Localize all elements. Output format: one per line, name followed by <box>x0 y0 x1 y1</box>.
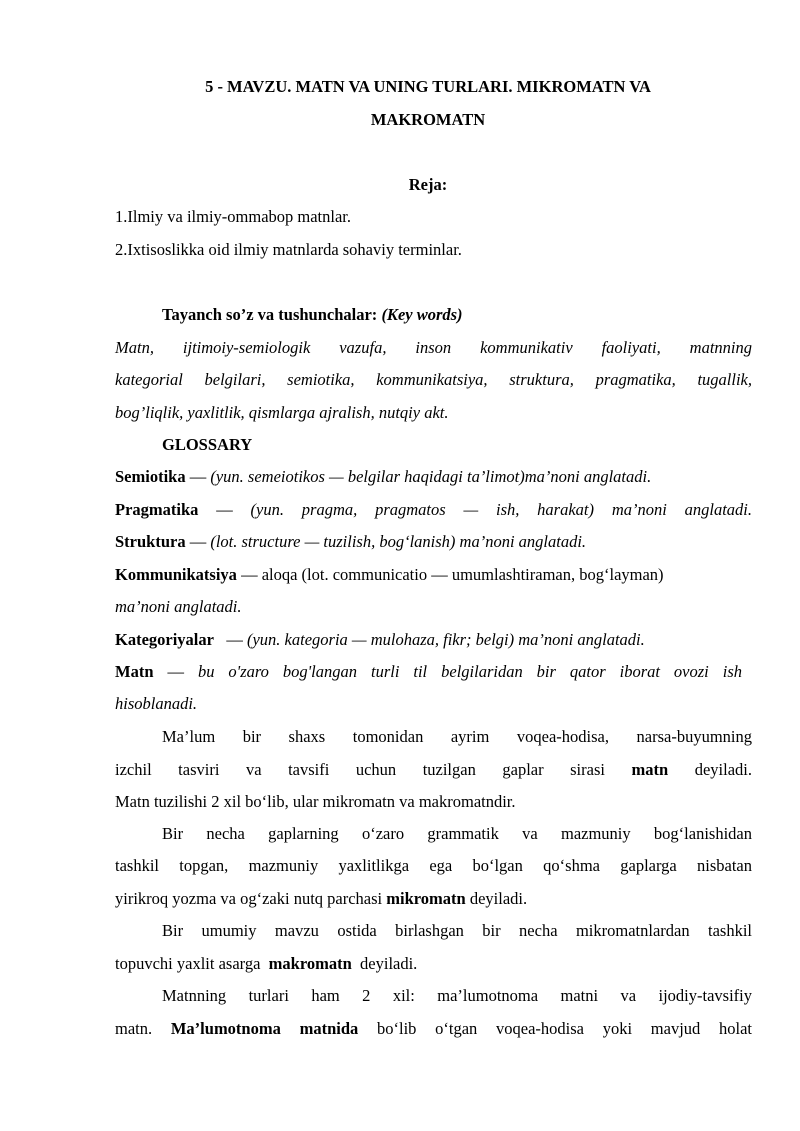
para2-line-1: Bir necha gaplarning o‘zaro grammatik va mazmuniy bog‘lanishidan <box>162 824 752 843</box>
glossary-entry-matn-cont: hisoblanadi. <box>115 694 198 713</box>
keywords-heading: Tayanch so’z va tushunchalar: (Key words) <box>162 305 463 324</box>
para4-line-1: Matnning turlari ham 2 xil: ma’lumotnoma matni va ijodiy-tavsifiy <box>162 986 752 1005</box>
title-line-2: MAKROMATN <box>370 110 486 129</box>
glossary-entry-matn: Matn — bu o'zaro bog'langan turli til belgilaridan bir qator iborat ovozi ish <box>115 662 742 681</box>
glossary-entry-kommunikatsiya-cont: ma’noni anglatadi. <box>115 597 242 616</box>
keywords-line-2: kategorial belgilari, semiotika, kommunikatsiya, struktura, pragmatika, tugallik, <box>115 370 752 389</box>
plan-item-1: 1.Ilmiy va ilmiy-ommabop matnlar. <box>115 207 352 226</box>
para4-line-2: matn. Ma’lumotnoma matnida bo‘lib o‘tgan voqea-hodisa yoki mavjud holat <box>115 1019 753 1038</box>
para2-line-3: yirikroq yozma va og‘zaki nutq parchasi mikromatn deyiladi. <box>115 889 528 908</box>
glossary-entry-pragmatika: Pragmatika — (yun. pragma, pragmatos — ish, harakat) ma’noni anglatadi. <box>115 500 753 519</box>
para1-line-3: Matn tuzilishi 2 xil bo‘lib, ular mikromatn va makromatndir. <box>115 792 516 811</box>
keywords-line-1: Matn, ijtimoiy-semiologik vazufa, inson kommunikativ faoliyati, matnning <box>115 338 752 357</box>
glossary-heading: GLOSSARY <box>162 435 253 454</box>
plan-item-2: 2.Ixtisoslikka oid ilmiy matnlarda sohaviy terminlar. <box>115 240 462 259</box>
para1-line-2: izchil tasviri va tavsifi uchun tuzilgan gaplar sirasi matn deyiladi. <box>115 760 753 779</box>
para2-line-2: tashkil topgan, mazmuniy yaxlitlikga ega bo‘lgan qo‘shma gaplarga nisbatan <box>115 856 752 875</box>
glossary-entry-semiotika: Semiotika — (yun. semeiotikos — belgilar haqidagi ta’limot)ma’noni anglatadi. <box>115 467 652 486</box>
para3-line-2: topuvchi yaxlit asarga makromatn deyiladi. <box>115 954 418 973</box>
para3-line-1: Bir umumiy mavzu ostida birlashgan bir necha mikromatnlardan tashkil <box>162 921 752 940</box>
keywords-line-3: bog’liqlik, yaxlitlik, qismlarga ajralish, nutqiy akt. <box>115 403 449 422</box>
glossary-entry-kategoriyalar: Kategoriyalar — (yun. kategoria — mulohaza, fikr; belgi) ma’noni anglatadi. <box>115 630 645 649</box>
glossary-entry-kommunikatsiya: Kommunikatsiya — aloqa (lot. communicatio — umumlashtiraman, bog‘layman) <box>115 565 664 584</box>
plan-heading: Reja: <box>408 175 448 194</box>
glossary-entry-struktura: Struktura — (lot. structure — tuzilish, bog‘lanish) ma’noni anglatadi. <box>115 532 587 551</box>
title-line-1: 5 - MAVZU. MATN VA UNING TURLARI. MIKROMATN VA <box>205 77 651 96</box>
para1-line-1: Ma’lum bir shaxs tomonidan ayrim voqea-hodisa, narsa-buyumning <box>162 727 752 746</box>
